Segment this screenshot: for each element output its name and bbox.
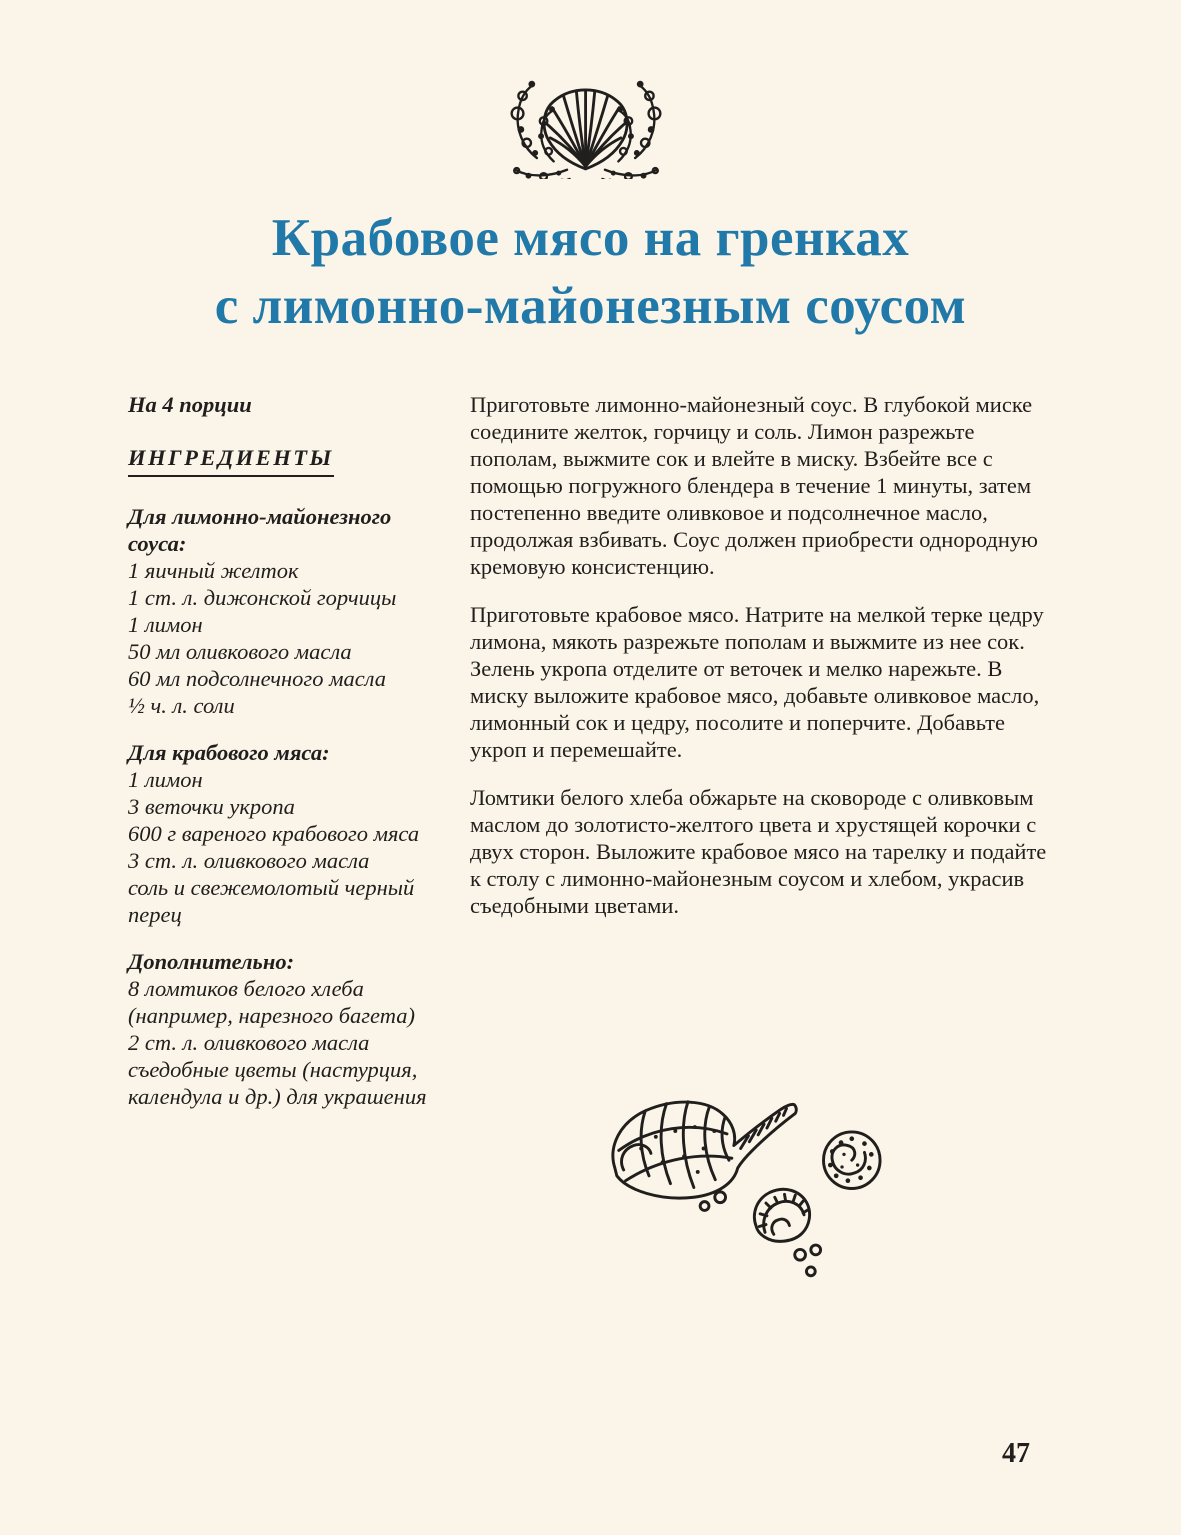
recipe-title-line1: Крабовое мясо на гренках bbox=[271, 209, 910, 267]
ingredient-item: 3 веточки укропа bbox=[128, 794, 295, 819]
ingredient-group-heading: Дополнительно: bbox=[128, 949, 295, 974]
ingredients-heading: ИНГРЕДИЕНТЫ bbox=[128, 444, 334, 477]
ingredients-column bbox=[128, 391, 448, 1110]
ingredient-item: 1 лимон bbox=[128, 612, 203, 637]
ingredient-item: 1 лимон bbox=[128, 767, 203, 792]
ingredient-group-heading: Для крабового мяса: bbox=[128, 740, 330, 765]
ingredient-item: 1 ст. л. дижонской горчицы bbox=[128, 585, 397, 610]
ingredient-item: съедобные цветы (настурция, календула и др.) для украшения bbox=[128, 1057, 427, 1109]
ingredient-group bbox=[128, 739, 448, 928]
ingredient-group bbox=[128, 948, 448, 1110]
ingredient-item: 50 мл оливкового масла bbox=[128, 639, 352, 664]
recipe-title bbox=[0, 204, 1181, 340]
instructions-column bbox=[470, 391, 1054, 940]
ingredient-item: 2 ст. л. оливкового масла bbox=[128, 1030, 370, 1055]
page-number: 47 bbox=[1002, 1438, 1030, 1469]
ingredient-item: 60 мл подсолнечного масла bbox=[128, 666, 387, 691]
ingredient-group bbox=[128, 503, 448, 719]
ingredient-item: 3 ст. л. оливкового масла bbox=[128, 848, 370, 873]
ingredient-item: соль и свежемолотый черный перец bbox=[128, 875, 415, 927]
ingredient-item: 600 г вареного крабового мяса bbox=[128, 821, 420, 846]
recipe-title-line2: с лимонно-майонезным соусом bbox=[214, 277, 967, 335]
instruction-paragraph: Приготовьте лимонно-майонезный соус. В глубокой миске соедините желток, горчицу и соль. Лимон разрежьте пополам, выжмите сок и влейте в миску. Взбейте все с помощью погружного блендера в течение 1 минуты, затем постепенно введите оливковое и подсолнечное масло, продолжая взбивать. Соус должен приобрести однородную кремовую консистенцию. bbox=[470, 392, 1038, 579]
instruction-paragraph: Ломтики белого хлеба обжарьте на сковороде с оливковым маслом до золотисто-желтого цвета и хрустящей корочки с двух сторон. Выложите крабовое мясо на тарелку и подайте к столу с лимонно-майонезным соусом и хлебом, украсив съедобными цветами. bbox=[470, 785, 1047, 918]
ingredient-group-heading: Для лимонно-майонезного соуса: bbox=[128, 504, 392, 556]
instruction-paragraph: Приготовьте крабовое мясо. Натрите на мелкой терке цедру лимона, мякоть разрежьте пополам и выжмите из нее сок. Зелень укропа отделите от веточек и мелко нарежьте. В миску выложите крабовое мясо, добавьте оливковое масло, лимонный сок и цедру, посолите и поперчите. Добавьте укроп и перемешайте. bbox=[470, 602, 1044, 762]
seashells-pebbles-icon bbox=[602, 1090, 890, 1285]
ingredient-item: ½ ч. л. соли bbox=[128, 693, 235, 718]
ingredient-item: 1 яичный желток bbox=[128, 558, 299, 583]
servings-label: На 4 порции bbox=[128, 392, 252, 417]
ingredient-item: 8 ломтиков белого хлеба (например, нарезного багета) bbox=[128, 976, 415, 1028]
ingredient-groups bbox=[128, 503, 448, 1110]
scallop-shell-seaweed-icon bbox=[483, 74, 689, 179]
